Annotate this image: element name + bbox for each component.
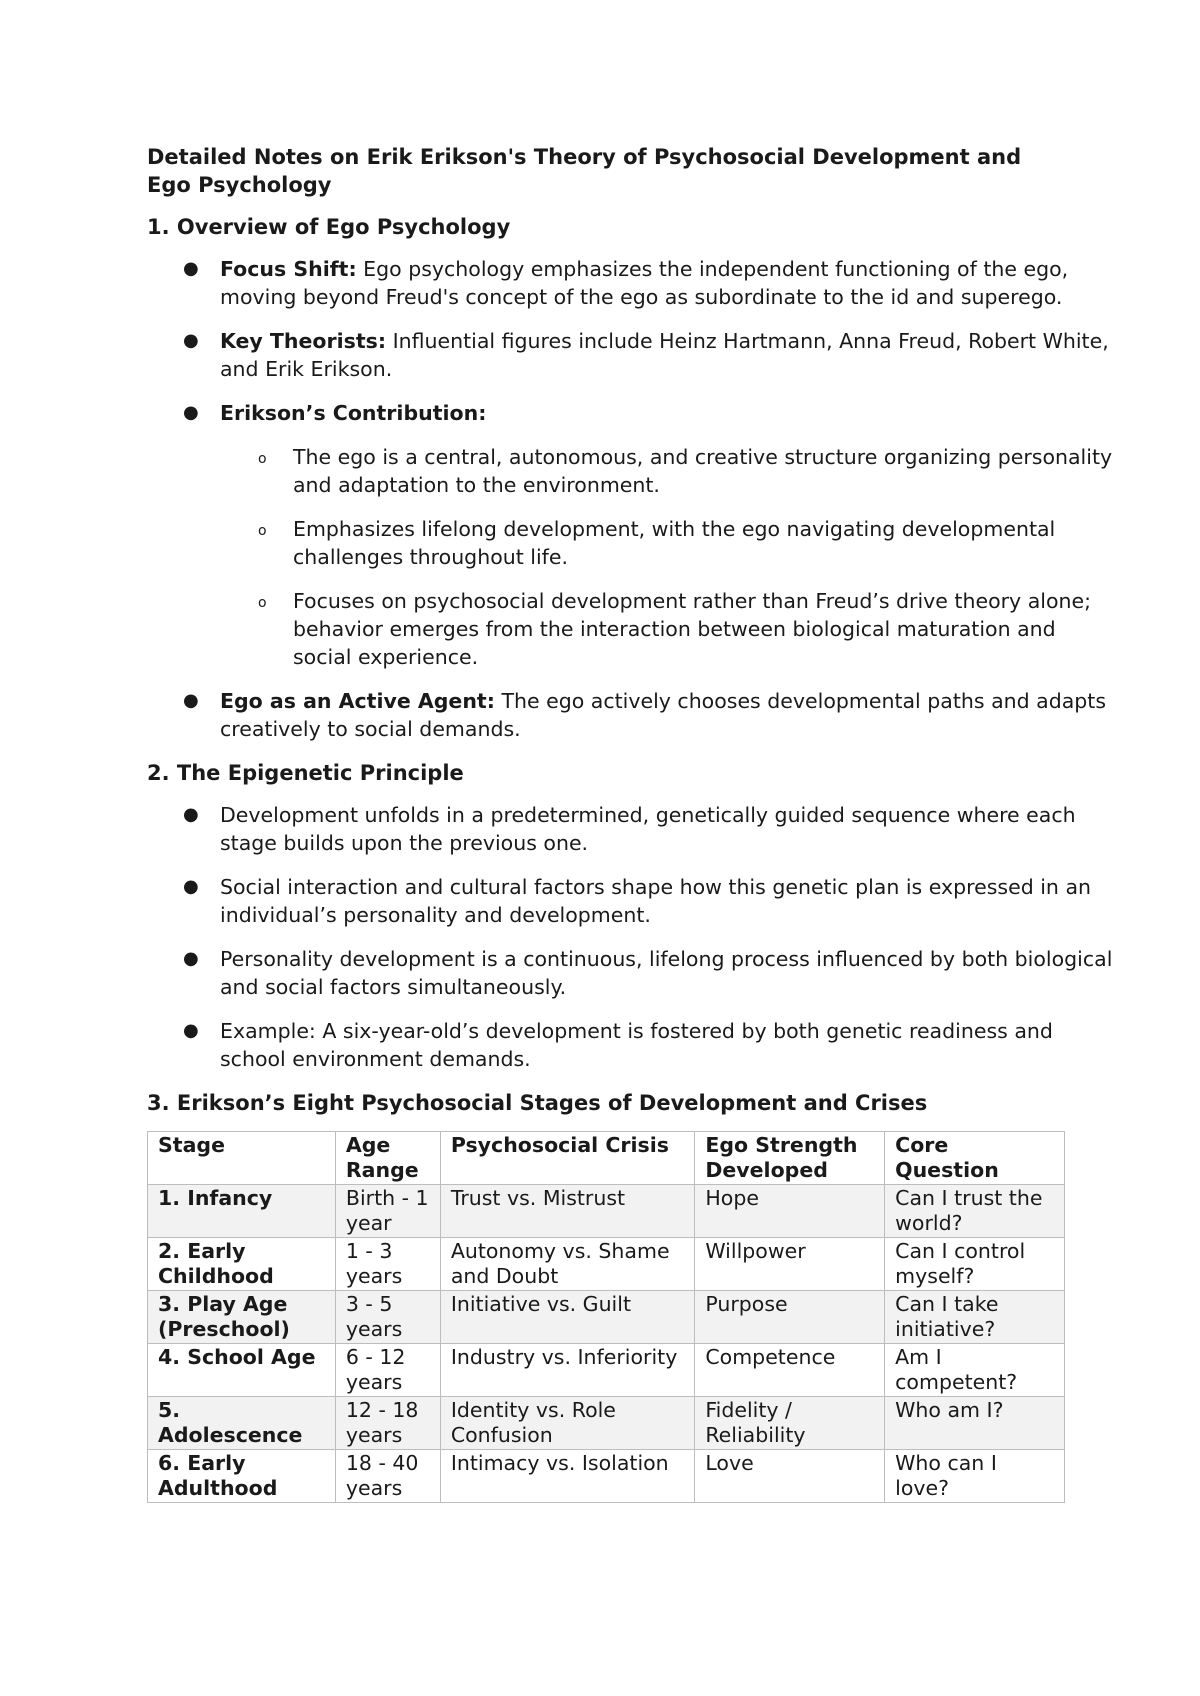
table-cell: Hope [695,1185,885,1238]
list-item: ● Ego as an Active Agent: The ego actively chooses developmental paths and adapts creatively to social demands. [183,689,1107,741]
list-item: ● Focus Shift: Ego psychology emphasizes the independent functioning of the ego, moving beyond Freud's concept of the ego as subordinate to the id and superego. [183,257,1069,309]
table-cell: Birth - 1 year [335,1185,440,1238]
table-cell: 6 - 12 years [335,1344,440,1397]
table-cell: 3 - 5 years [335,1291,440,1344]
column-header: Psychosocial Crisis [440,1132,695,1185]
sub-list-item: o The ego is a central, autonomous, and creative structure organizing personality and adaptation to the environment. [258,445,1113,497]
section-1-heading: 1. Overview of Ego Psychology [147,215,511,239]
table-cell: Competence [695,1344,885,1397]
section-2-list [147,801,1113,1073]
list-item: ● Development unfolds in a predetermined, genetically guided sequence where each stage builds upon the previous one. [183,803,1076,855]
table-cell: 1. Infancy [148,1185,336,1238]
table-cell: Trust vs. Mistrust [440,1185,695,1238]
bullet-icon: ● [183,330,199,351]
sub-list-item: o Focuses on psychosocial development rather than Freud’s drive theory alone; behavior emerges from the interaction between biological maturation and social experience. [258,589,1092,669]
table-cell: Am I competent? [885,1344,1065,1397]
section-3-heading: 3. Erikson’s Eight Psychosocial Stages of Development and Crises [147,1091,928,1115]
bullet-icon: ● [183,402,199,423]
table-cell: Identity vs. Role Confusion [440,1397,695,1450]
list-item: ● Erikson’s Contribution: o The ego is a central, autonomous, and creative structure organizing personality and adaptation to the environment. o Emphasizes lifelong development, with the ego navigating developmental challenges throughout life. o Focuses on psychosocial development rather than Freud’s drive theory alone; behavior emerges from the interaction between biological maturation and social experience. [147,399,1120,671]
table-cell: Initiative vs. Guilt [440,1291,695,1344]
table-row [148,1291,1065,1344]
bullet-icon: ● [183,876,199,897]
bullet-icon: ● [183,258,199,279]
table-cell: 6. Early Adulthood [148,1450,336,1503]
table-cell: 4. School Age [148,1344,336,1397]
table-cell: 18 - 40 years [335,1450,440,1503]
table-cell: Intimacy vs. Isolation [440,1450,695,1503]
table-cell: Can I trust the world? [885,1185,1065,1238]
table-cell: Can I control myself? [885,1238,1065,1291]
column-header: Stage [148,1132,336,1185]
table-cell: Industry vs. Inferiority [440,1344,695,1397]
table-cell: 3. Play Age (Preschool) [148,1291,336,1344]
table-row [148,1344,1065,1397]
table-row [148,1397,1065,1450]
circle-bullet-icon: o [258,595,267,611]
sub-list [220,443,1120,671]
list-item: ● Key Theorists: Influential figures include Heinz Hartmann, Anna Freud, Robert White, and Erik Erikson. [183,329,1109,381]
table-row [148,1450,1065,1503]
table-cell: Autonomy vs. Shame and Doubt [440,1238,695,1291]
table-cell: 1 - 3 years [335,1238,440,1291]
list-item: ● Example: A six-year-old’s development is fostered by both genetic readiness and school environment demands. [183,1019,1053,1071]
bullet-icon: ● [183,948,199,969]
table-cell: Who am I? [885,1397,1065,1450]
bullet-icon: ● [183,1020,199,1041]
column-header: Age Range [335,1132,440,1185]
table-cell: Willpower [695,1238,885,1291]
table-cell: Purpose [695,1291,885,1344]
list-item: ● Social interaction and cultural factors shape how this genetic plan is expressed in an individual’s personality and development. [183,875,1091,927]
column-header: Ego Strength Developed [695,1132,885,1185]
table-cell: Who can I love? [885,1450,1065,1503]
sub-list-item: o Emphasizes lifelong development, with the ego navigating developmental challenges throughout life. [258,517,1056,569]
table-row [148,1238,1065,1291]
section-2-heading: 2. The Epigenetic Principle [147,761,464,785]
table-cell: 2. Early Childhood [148,1238,336,1291]
list-item: ● Personality development is a continuous, lifelong process influenced by both biological and social factors simultaneously. [183,947,1113,999]
table-cell: Love [695,1450,885,1503]
bullet-icon: ● [183,804,199,825]
table-cell: Can I take initiative? [885,1291,1065,1344]
section-1-list [147,255,1113,743]
circle-bullet-icon: o [258,523,267,539]
document-title: Detailed Notes on Erik Erikson's Theory of Psychosocial Development and Ego Psychology [147,145,1022,197]
table-cell: 5. Adolescence [148,1397,336,1450]
stages-table [147,1131,1065,1503]
circle-bullet-icon: o [258,451,267,467]
table-cell: Fidelity / Reliability [695,1397,885,1450]
bullet-icon: ● [183,690,199,711]
table-cell: 12 - 18 years [335,1397,440,1450]
column-header: Core Question [885,1132,1065,1185]
table-row [148,1185,1065,1238]
table-header-row [148,1132,1065,1185]
